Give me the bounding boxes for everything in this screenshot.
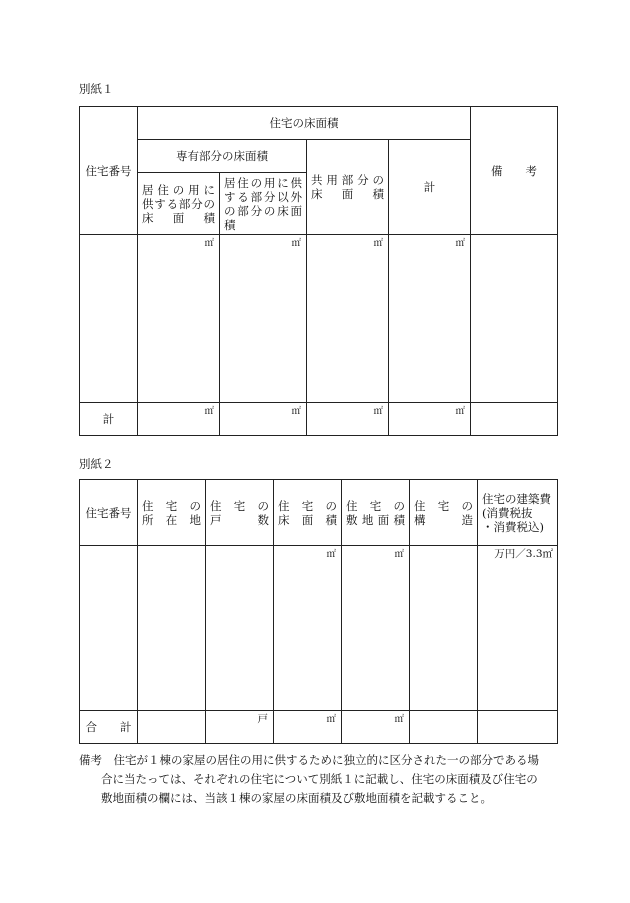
sheet1-common-header [307,140,389,235]
sheet1-total-total [389,403,471,436]
nonresidential-line-1: 居住の用に供 [224,175,302,190]
sheet2-site-area-header [342,480,410,546]
sheet2-total-site-area [342,711,410,744]
sheet1-table [79,106,558,436]
sheet1-residential-header [138,173,220,235]
units-line-2: 戸 数 [210,512,269,527]
sheet1-total-remarks [471,403,558,436]
sheet1-floor-area-header: 住宅の床面積 [138,107,471,140]
unit-label: ㎡ [394,714,404,725]
unit-label: ㎡ [204,238,214,249]
units-line-1: 住 宅 の [210,498,269,513]
sheet2-total-floor-area [274,711,342,744]
unit-label: ㎡ [373,238,383,249]
cost-line-2: (消費税抜 [482,505,533,520]
structure-line-1: 住 宅 の [414,498,473,513]
sheet2-total-structure [410,711,478,744]
common-line-1: 共用部分の [311,173,384,187]
sheet1-total-residential [138,403,220,436]
sheet2-total-cost [478,711,558,744]
unit-label: ㎡ [326,714,336,725]
sheet2-table [79,479,558,744]
sheet2-structure-header [410,480,478,546]
site-area-line-2: 敷地面積 [346,512,405,527]
sheet1-body-common [307,235,389,403]
sheet2-body-site-area [342,546,410,711]
sheet2-total-units [206,711,274,744]
site-area-line-1: 住 宅 の [346,498,405,513]
sheet1-body-remarks [471,235,558,403]
sheet2-house-number-header: 住宅番号 [80,480,138,546]
cost-line-1: 住宅の建築費 [482,491,551,506]
sheet2-floor-area-header [274,480,342,546]
location-line-1: 住 宅 の [142,498,201,513]
cost-line-3: ・消費税込) [482,519,544,534]
sheet1-nonresidential-header [220,173,307,235]
cost-unit-label: 万円／3.3㎡ [494,548,553,560]
sheet2-body-floor-area [274,546,342,711]
floor-area-line-2: 床 面 積 [278,512,337,527]
sheet1-total-header: 計 [389,140,471,235]
sheet2-location-header [138,480,206,546]
sheet2-body-structure [410,546,478,711]
sheet1-body-house-number [80,235,138,403]
sheet1-body-residential [138,235,220,403]
note-line-2: 合に当たっては、それぞれの住宅について別紙１に記載し、住宅の床面積及び住宅の [101,772,538,786]
sheet1-total-row-label: 計 [80,403,138,436]
location-line-2: 所 在 地 [142,512,201,527]
structure-line-2: 構 造 [414,512,473,527]
note-line-1: 備考 住宅が１棟の家屋の居住の用に供するために独立的に区分された一の部分である場 [79,753,539,767]
sheet2-total-location [138,711,206,744]
sheet2-body-house-number [80,546,138,711]
sheet1-total-nonresidential [220,403,307,436]
unit-label: ㎡ [326,549,336,560]
residential-line-1: 居住の用に [142,182,215,197]
sheet1-title: 別紙１ [79,82,114,96]
floor-area-line-1: 住 宅 の [278,498,337,513]
sheet1-body-nonresidential [220,235,307,403]
note-line-3: 敷地面積の欄には、当該１棟の家屋の床面積及び敷地面積を記載すること。 [101,791,492,805]
sheet1-house-number-header: 住宅番号 [80,107,138,235]
unit-label: ㎡ [204,406,214,417]
unit-label: ㎡ [373,406,383,417]
unit-label: ㎡ [291,406,301,417]
unit-label: ㎡ [394,549,404,560]
residential-line-2: 供する部分の [142,196,215,211]
sheet1-exclusive-header: 専有部分の床面積 [138,140,307,173]
sheet2-title: 別紙２ [79,457,114,471]
remarks-note [79,751,569,808]
residential-line-3: 床 面 積 [142,210,215,225]
sheet2-units-header [206,480,274,546]
unit-label: ㎡ [291,238,301,249]
sheet2-cost-header [478,480,558,546]
sheet2-body-location [138,546,206,711]
sheet1-body-total [389,235,471,403]
sheet1-remarks-header: 備 考 [471,107,558,235]
sheet2-body-units [206,546,274,711]
unit-label: ㎡ [455,406,465,417]
sheet2-total-label: 合 計 [80,711,138,744]
nonresidential-line-2: する部分以外 [224,189,302,204]
common-line-2: 床 面 積 [311,187,384,201]
sheet1-total-common [307,403,389,436]
unit-label: ㎡ [455,238,465,249]
sheet2-body-cost [478,546,558,711]
unit-count-label: 戸 [257,713,268,725]
nonresidential-line-3: の部分の床面 [224,203,302,218]
nonresidential-line-4: 積 [224,217,236,232]
